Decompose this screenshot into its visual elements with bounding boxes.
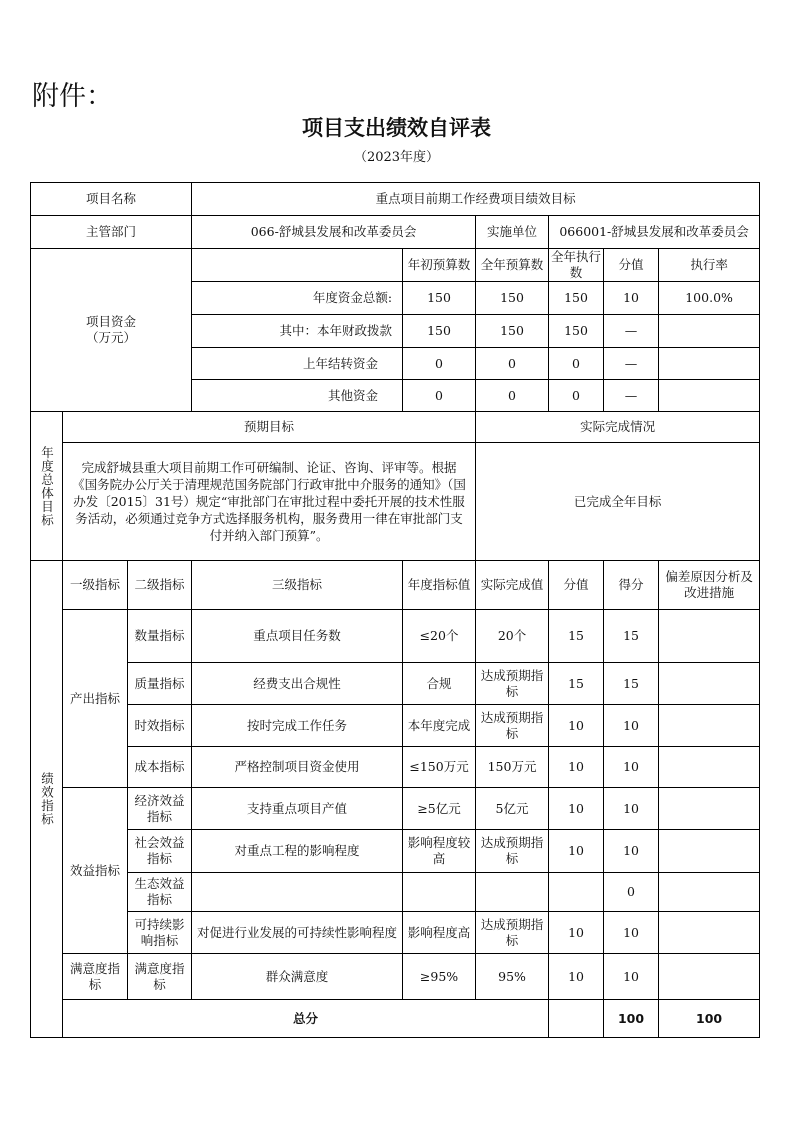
funds-cell: 0 xyxy=(549,348,604,380)
level2-cell: 经济效益指标 xyxy=(128,788,192,830)
funds-header: 全年执行数 xyxy=(549,249,604,282)
level1-output: 产出指标 xyxy=(63,610,128,788)
target-cell xyxy=(403,873,476,912)
funds-cell: 10 xyxy=(604,282,659,315)
indicators-side-label xyxy=(31,561,63,1038)
level3-cell: 支持重点项目产值 xyxy=(192,788,403,830)
reason-cell xyxy=(659,610,760,663)
score-cell: 10 xyxy=(549,747,604,788)
score-cell: 10 xyxy=(549,705,604,747)
reason-cell xyxy=(659,747,760,788)
got-cell: 15 xyxy=(604,610,659,663)
indicator-header: 实际完成值 xyxy=(476,561,549,610)
total-blank xyxy=(549,1000,604,1038)
funds-row-label: 其中：本年财政拨款 xyxy=(192,315,403,348)
score-cell: 15 xyxy=(549,663,604,705)
target-cell: 影响程度较高 xyxy=(403,830,476,873)
level2-cell: 质量指标 xyxy=(128,663,192,705)
got-cell: 10 xyxy=(604,747,659,788)
indicator-header: 得分 xyxy=(604,561,659,610)
funds-label xyxy=(31,249,192,412)
actual-cell: 达成预期指标 xyxy=(476,830,549,873)
total-label: 总分 xyxy=(63,1000,549,1038)
year-label: （2023年度） xyxy=(353,150,440,165)
funds-cell: 0 xyxy=(476,348,549,380)
level2-cell: 成本指标 xyxy=(128,747,192,788)
got-cell: 10 xyxy=(604,788,659,830)
level3-cell: 对重点工程的影响程度 xyxy=(192,830,403,873)
self-evaluation-table xyxy=(30,182,760,1038)
impl-value: 066001-舒城县发展和改革委员会 xyxy=(549,216,760,249)
funds-cell: 150 xyxy=(549,315,604,348)
funds-header: 全年预算数 xyxy=(476,249,549,282)
reason-cell xyxy=(659,663,760,705)
project-name-label: 项目名称 xyxy=(31,183,192,216)
score-cell: 10 xyxy=(549,830,604,873)
total-score: 100 xyxy=(604,1000,659,1038)
funds-cell: 0 xyxy=(476,380,549,412)
funds-row-label: 年度资金总额: xyxy=(192,282,403,315)
goals-expected-header: 预期目标 xyxy=(63,412,476,443)
score-cell xyxy=(549,873,604,912)
level3-cell: 按时完成工作任务 xyxy=(192,705,403,747)
actual-cell: 95% xyxy=(476,954,549,1000)
target-cell: ≤150万元 xyxy=(403,747,476,788)
score-cell: 10 xyxy=(549,912,604,954)
target-cell: ≥95% xyxy=(403,954,476,1000)
actual-cell: 20个 xyxy=(476,610,549,663)
funds-cell: — xyxy=(604,380,659,412)
level3-cell: 严格控制项目资金使用 xyxy=(192,747,403,788)
attachment-label: 附件： xyxy=(32,81,113,112)
actual-cell xyxy=(476,873,549,912)
dept-label: 主管部门 xyxy=(31,216,192,249)
target-cell: 影响程度高 xyxy=(403,912,476,954)
level2-cell: 时效指标 xyxy=(128,705,192,747)
got-cell: 10 xyxy=(604,830,659,873)
funds-cell: 150 xyxy=(549,282,604,315)
indicator-header: 偏差原因分析及改进措施 xyxy=(659,561,760,610)
level2-cell: 满意度指标 xyxy=(128,954,192,1000)
impl-label: 实施单位 xyxy=(476,216,549,249)
indicator-header: 一级指标 xyxy=(63,561,128,610)
reason-cell xyxy=(659,954,760,1000)
reason-cell xyxy=(659,830,760,873)
indicator-header: 年度指标值 xyxy=(403,561,476,610)
goals-actual-header: 实际完成情况 xyxy=(476,412,760,443)
project-name-value: 重点项目前期工作经费项目绩效目标 xyxy=(192,183,760,216)
funds-header: 年初预算数 xyxy=(403,249,476,282)
funds-cell xyxy=(659,380,760,412)
total-got: 100 xyxy=(659,1000,760,1038)
level3-cell: 群众满意度 xyxy=(192,954,403,1000)
got-cell: 10 xyxy=(604,912,659,954)
got-cell: 10 xyxy=(604,705,659,747)
level3-cell: 对促进行业发展的可持续性影响程度 xyxy=(192,912,403,954)
funds-cell: — xyxy=(604,348,659,380)
score-cell: 10 xyxy=(549,954,604,1000)
funds-header: 分值 xyxy=(604,249,659,282)
goals-side-label-text: 年度总体目标 xyxy=(39,445,55,527)
level3-cell: 经费支出合规性 xyxy=(192,663,403,705)
level2-cell: 生态效益指标 xyxy=(128,873,192,912)
funds-row-label: 上年结转资金 xyxy=(192,348,403,380)
dept-value: 066-舒城县发展和改革委员会 xyxy=(192,216,476,249)
funds-cell xyxy=(659,348,760,380)
target-cell: 本年度完成 xyxy=(403,705,476,747)
funds-cell: 0 xyxy=(403,380,476,412)
funds-cell xyxy=(659,315,760,348)
funds-cell: 150 xyxy=(403,282,476,315)
indicator-header: 三级指标 xyxy=(192,561,403,610)
reason-cell xyxy=(659,873,760,912)
funds-cell: 150 xyxy=(476,282,549,315)
reason-cell xyxy=(659,912,760,954)
funds-cell: 150 xyxy=(403,315,476,348)
page-title: 项目支出绩效自评表 xyxy=(302,116,491,140)
got-cell: 0 xyxy=(604,873,659,912)
actual-cell: 达成预期指标 xyxy=(476,912,549,954)
funds-cell: 0 xyxy=(403,348,476,380)
funds-header: 执行率 xyxy=(659,249,760,282)
target-cell: ≥5亿元 xyxy=(403,788,476,830)
actual-cell: 5亿元 xyxy=(476,788,549,830)
goals-side-label xyxy=(31,412,63,561)
funds-cell: 150 xyxy=(476,315,549,348)
got-cell: 15 xyxy=(604,663,659,705)
actual-cell: 达成预期指标 xyxy=(476,663,549,705)
goals-actual-text: 已完成全年目标 xyxy=(476,443,760,561)
indicators-side-label-text: 绩效指标 xyxy=(39,772,55,826)
level1-benefit: 效益指标 xyxy=(63,788,128,954)
funds-header-blank xyxy=(192,249,403,282)
indicator-header: 分值 xyxy=(549,561,604,610)
score-cell: 15 xyxy=(549,610,604,663)
got-cell: 10 xyxy=(604,954,659,1000)
goals-expected-paragraph: 完成舒城县重大项目前期工作可研编制、论证、咨询、评审等。根据《国务院办公厅关于清理规范国务院部门行政审批中介服务的通知》（国办发〔2015〕31号）规定“审批部门在审批过程中委托开展的技术性服务活动，必须通过竞争方式选择服务机构，服务费用一律在审批部门支付并纳入部门预算”。 xyxy=(72,460,466,543)
level3-cell: 重点项目任务数 xyxy=(192,610,403,663)
score-cell: 10 xyxy=(549,788,604,830)
target-cell: ≤20个 xyxy=(403,610,476,663)
actual-cell: 达成预期指标 xyxy=(476,705,549,747)
level3-cell xyxy=(192,873,403,912)
funds-cell: — xyxy=(604,315,659,348)
level1-satisfaction: 满意度指标 xyxy=(63,954,128,1000)
funds-cell: 0 xyxy=(549,380,604,412)
reason-cell xyxy=(659,705,760,747)
level2-cell: 可持续影响指标 xyxy=(128,912,192,954)
level2-cell: 数量指标 xyxy=(128,610,192,663)
funds-label-text: 项目资金 （万元） xyxy=(86,314,137,345)
funds-cell: 100.0% xyxy=(659,282,760,315)
reason-cell xyxy=(659,788,760,830)
actual-cell: 150万元 xyxy=(476,747,549,788)
level2-cell: 社会效益指标 xyxy=(128,830,192,873)
target-cell: 合规 xyxy=(403,663,476,705)
goals-expected-text xyxy=(63,443,476,561)
indicator-header: 二级指标 xyxy=(128,561,192,610)
funds-row-label: 其他资金 xyxy=(192,380,403,412)
